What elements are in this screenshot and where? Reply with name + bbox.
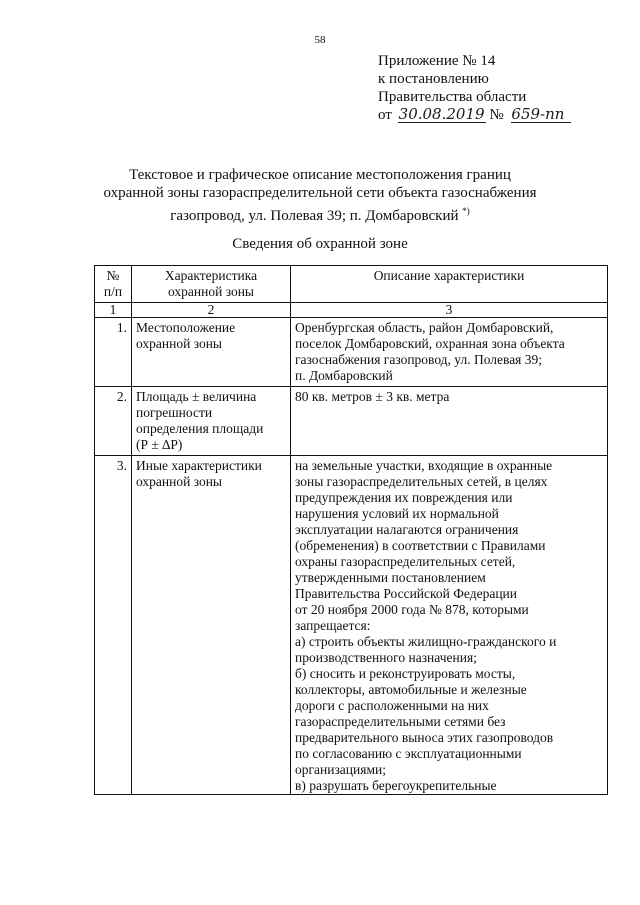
header-characteristic-line-2: охранной зоны: [167, 284, 254, 299]
row-3-description-line: а) строить объекты жилищно-гражданского и: [295, 634, 557, 649]
number-prefix: №: [489, 107, 504, 123]
header-num-line-1: №: [106, 268, 120, 283]
row-3-description-line: газораспределительными сетями без: [295, 714, 506, 729]
row-1-description-line: газоснабжения газопровод, ул. Полевая 39;: [295, 352, 543, 367]
handwritten-number: 659-пп: [511, 107, 571, 123]
row-2-characteristic-line: (Р ± ∆Р): [136, 437, 183, 452]
row-3-description-line: охраны газораспределительных сетей,: [295, 554, 516, 569]
row-3-description-line: производственного назначения;: [295, 650, 477, 665]
row-3-description-line: в) разрушать берегоукрепительные: [295, 778, 497, 793]
row-3-description-line: зоны газораспределительных сетей, в целях: [295, 474, 548, 489]
title-line-2: охранной зоны газораспределительной сети объекта газоснабжения: [103, 185, 537, 201]
header-characteristic: [132, 266, 291, 303]
row-1-characteristic-line: Местоположение: [136, 320, 236, 335]
row-2-num: 2.: [95, 387, 132, 456]
row-3-description-line: дороги с расположенными на них: [295, 698, 489, 713]
index-cell-1: 1: [95, 303, 132, 318]
row-3-description: [291, 456, 608, 795]
appendix-line-2: к постановлению: [378, 71, 489, 87]
row-3-description-line: эксплуатации налагаются ограничения: [295, 522, 519, 537]
row-3-characteristic: [132, 456, 291, 795]
row-3-characteristic-line: Иные характеристики: [136, 458, 262, 473]
row-3-description-line: нарушения условий их нормальной: [295, 506, 499, 521]
index-row: [95, 303, 608, 318]
index-cell-2: 2: [132, 303, 291, 318]
table-row: [95, 387, 608, 456]
index-cell-3: 3: [291, 303, 608, 318]
row-2-characteristic-line: погрешности: [136, 405, 213, 420]
row-3-description-line: от 20 ноября 2000 года № 878, которыми: [295, 602, 529, 617]
row-3-description-line: на земельные участки, входящие в охранные: [295, 458, 553, 473]
row-1-description-line: п. Домбаровский: [295, 368, 393, 383]
row-1-characteristic: [132, 318, 291, 387]
row-3-num: 3.: [95, 456, 132, 795]
row-3-description-line: предупреждения их повреждения или: [295, 490, 513, 505]
header-characteristic-line-1: Характеристика: [164, 268, 258, 283]
row-3-description-line: по согласованию с эксплуатационными: [295, 746, 522, 761]
header-description: Описание характеристики: [291, 266, 608, 303]
protection-zone-table: [94, 265, 608, 795]
row-1-description: [291, 318, 608, 387]
row-2-description: [291, 387, 608, 456]
title-line-3: [60, 202, 580, 225]
handwritten-date: 30.08.2019: [398, 105, 485, 123]
row-2-characteristic-line: Площадь ± величина: [136, 389, 257, 404]
header-num: [95, 266, 132, 303]
row-3-description-line: утвержденными постановлением: [295, 570, 486, 585]
appendix-date-line: [378, 106, 571, 124]
row-1-num: 1.: [95, 318, 132, 387]
table-row: [95, 318, 608, 387]
title-line-3-text: газопровод, ул. Полевая 39; п. Домбаровский: [170, 208, 459, 224]
row-3-characteristic-line: охранной зоны: [136, 474, 223, 489]
row-1-description-line: Оренбургская область, район Домбаровский,: [295, 320, 554, 335]
row-3-description-line: б) сносить и реконструировать мосты,: [295, 666, 516, 681]
row-3-description-line: запрещается:: [295, 618, 371, 633]
section-subtitle: Сведения об охранной зоне: [232, 236, 408, 252]
header-num-line-2: п/п: [103, 284, 123, 299]
title-line-1: Текстовое и графическое описание местоположения границ: [129, 167, 511, 183]
appendix-line-1: Приложение № 14: [378, 53, 496, 69]
table-row: [95, 456, 608, 795]
footnote-mark: *): [462, 206, 470, 216]
header-row: [95, 266, 608, 303]
row-3-description-line: Правительства Российской Федерации: [295, 586, 517, 601]
document-title: [60, 166, 580, 225]
row-2-description-line: 80 кв. метров ± 3 кв. метра: [295, 389, 450, 404]
row-1-description-line: поселок Домбаровский, охранная зона объекта: [295, 336, 565, 351]
page-number: 58: [314, 34, 326, 46]
row-2-characteristic-line: определения площади: [136, 421, 264, 436]
appendix-header: [378, 52, 571, 124]
row-3-description-line: (обременения) в соответствии с Правилами: [295, 538, 546, 553]
row-1-characteristic-line: охранной зоны: [136, 336, 223, 351]
appendix-line-3: Правительства области: [378, 89, 527, 105]
row-3-description-line: предварительного выноса этих газопроводов: [295, 730, 554, 745]
row-2-characteristic: [132, 387, 291, 456]
date-prefix: от: [378, 107, 392, 123]
row-3-description-line: коллекторы, автомобильные и железные: [295, 682, 527, 697]
row-3-description-line: организациями;: [295, 762, 386, 777]
